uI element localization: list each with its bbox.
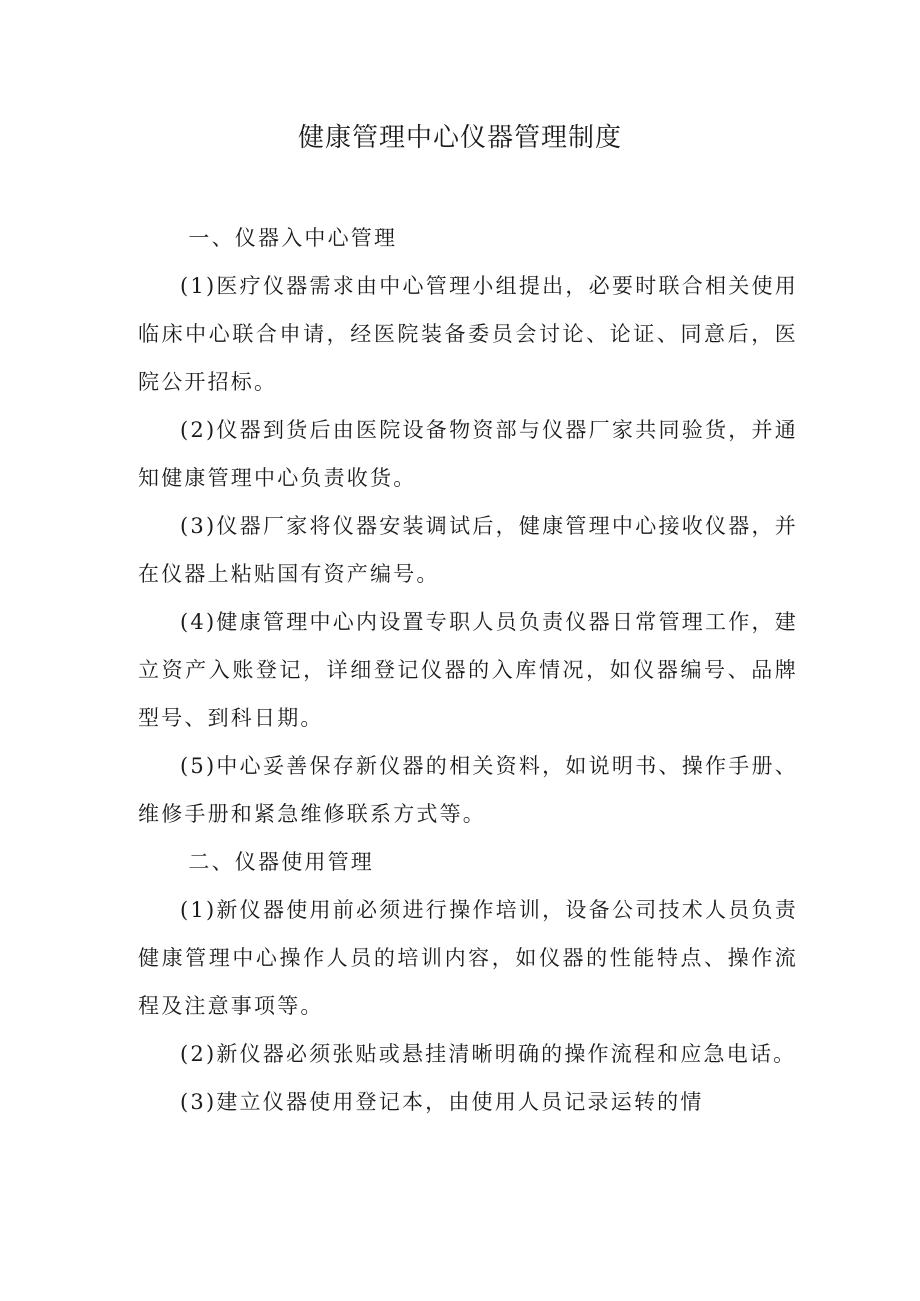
paragraph: (4)健康管理中心内设置专职人员负责仪器日常管理工作，建立资产入账登记，详细登记仪器的入库情况，如仪器编号、品牌型号、到科日期。 xyxy=(138,610,798,730)
section-heading: 一、仪器入中心管理 xyxy=(188,226,398,250)
paragraph: (3)仪器厂家将仪器安装调试后，健康管理中心接收仪器，并在仪器上粘贴国有资产编号。 xyxy=(138,514,798,586)
paragraph: (1)新仪器使用前必须进行操作培训，设备公司技术人员负责健康管理中心操作人员的培训内容，如仪器的性能特点、操作流程及注意事项等。 xyxy=(138,898,798,1018)
paragraph: (2)仪器到货后由医院设备物资部与仪器厂家共同验货，并通知健康管理中心负责收货。 xyxy=(138,418,798,490)
paragraph: (2)新仪器必须张贴或悬挂清晰明确的操作流程和应急电话。 xyxy=(180,1042,797,1066)
paragraph: (1)医疗仪器需求由中心管理小组提出，必要时联合相关使用临床中心联合申请，经医院装备委员会讨论、论证、同意后，医院公开招标。 xyxy=(138,274,798,394)
document-title: 健康管理中心仪器管理制度 xyxy=(297,123,622,153)
section-heading: 二、仪器使用管理 xyxy=(188,850,374,874)
paragraph: (3)建立仪器使用登记本，由使用人员记录运转的情 xyxy=(180,1090,704,1114)
document-body xyxy=(138,214,798,1126)
paragraph: (5)中心妥善保存新仪器的相关资料，如说明书、操作手册、维修手册和紧急维修联系方式等。 xyxy=(138,754,798,826)
